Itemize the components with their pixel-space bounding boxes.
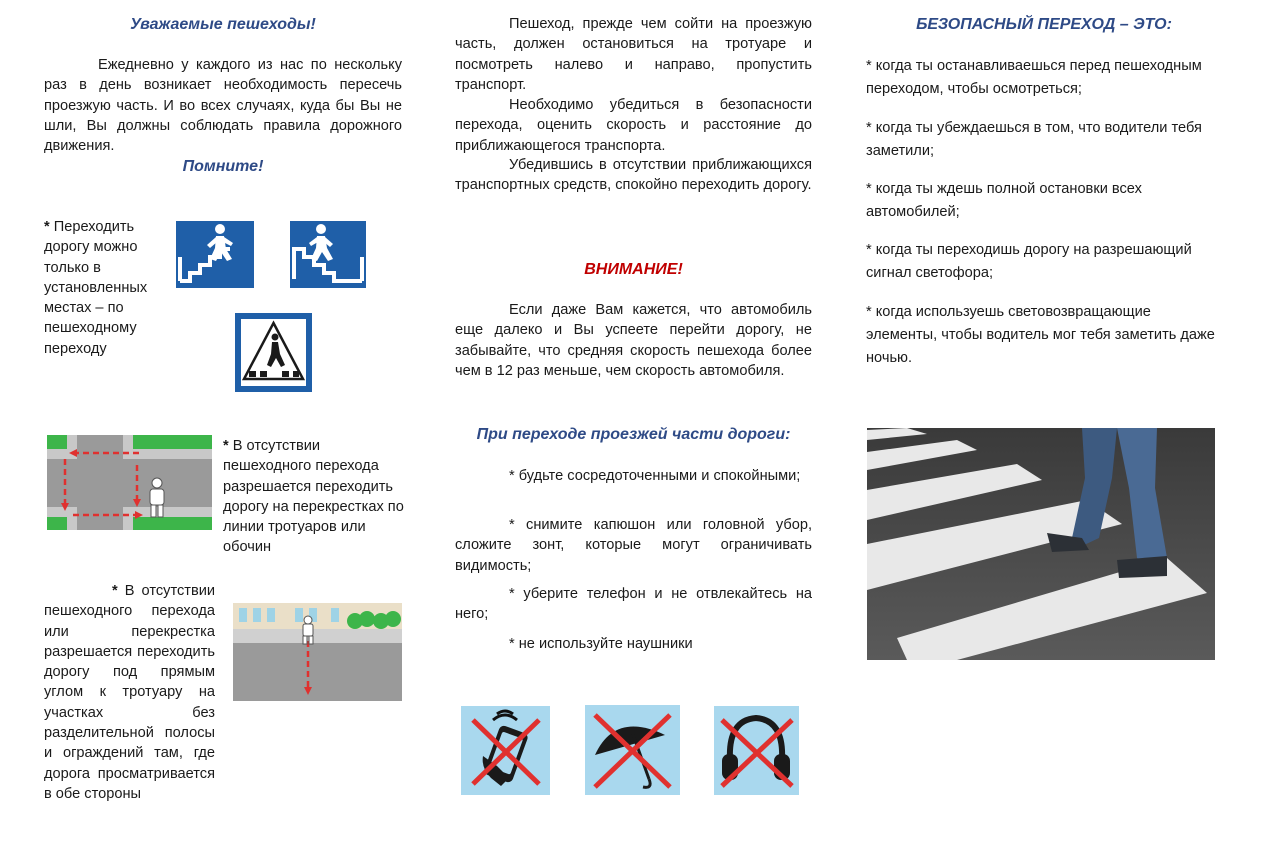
page-title: Уважаемые пешеходы!: [130, 16, 316, 33]
attention-heading: ВНИМАНИЕ!: [584, 261, 683, 278]
intersection-crossing-illustration: [47, 435, 212, 535]
crosswalk-photo: [867, 428, 1215, 665]
rule-right-angle-text: В отсутствии пешеходного перехода или перекрестка разрешается переходить дорогу под прямым углом к тротуару на участках без разделительной полосы и ограждений там, где дорога просматривается в обе стороны: [44, 583, 215, 802]
safe-crossing-heading: БЕЗОПАСНЫЙ ПЕРЕХОД – ЭТО:: [916, 16, 1172, 33]
safe-crossing-item: * когда ты убеждаешься в том, что водители тебя заметили;: [866, 120, 1202, 159]
safe-crossing-item: * когда используешь световозвращающие элементы, чтобы водитель мог тебя заметить даже ночью.: [866, 304, 1215, 366]
no-phone-icon: [461, 706, 550, 800]
safe-crossing-item: * когда ты останавливаешься перед пешеходным переходом, чтобы осмотреться;: [866, 58, 1202, 97]
tip-item: * будьте сосредоточенными и спокойными;: [509, 468, 801, 484]
rule-crosswalk-text: Переходить дорогу можно только в установленных местах – по пешеходному переходу: [44, 219, 148, 357]
underpass-up-sign-icon: [176, 221, 254, 288]
tip-item: * не используйте наушники: [509, 636, 693, 652]
no-umbrella-icon: [585, 705, 680, 800]
tip-item: * снимите капюшон или головной убор, сложите зонт, которые могут ограничивать видимость;: [455, 517, 812, 574]
no-headphones-icon: [714, 706, 799, 800]
rule-right-angle: [44, 581, 215, 804]
bullet-star: *: [112, 583, 118, 599]
pedestrian-crossing-sign-icon: [235, 313, 312, 392]
remember-heading: Помните!: [182, 158, 264, 175]
assess-paragraph: Необходимо убедиться в безопасности перехода, оценить скорость и расстояние до приближающегося транспорта.: [455, 97, 812, 154]
rule-crosswalk: [44, 217, 156, 359]
intro-paragraph: Ежедневно у каждого из нас по нескольку раз в день возникает необходимость пересечь проезжую часть. И во всех случаях, куда бы Вы не шли, Вы должны соблюдать правила дорожного движения.: [44, 57, 402, 155]
tip-item: * уберите телефон и не отвлекайтесь на него;: [455, 586, 812, 623]
bullet-star: *: [223, 438, 229, 454]
cross-calmly-paragraph: Убедившись в отсутствии приближающихся транспортных средств, спокойно переходить дорогу.: [455, 157, 812, 194]
stop-look-paragraph: Пешеход, прежде чем сойти на проезжую часть, должен остановиться на тротуаре и посмотреть налево и направо, пропустить транспорт.: [455, 16, 812, 93]
crossing-rules-heading: При переходе проезжей части дороги:: [476, 426, 791, 443]
safe-crossing-item: * когда ты переходишь дорогу на разрешающий сигнал светофора;: [866, 242, 1192, 281]
safe-crossing-item: * когда ты ждешь полной остановки всех автомобилей;: [866, 181, 1142, 220]
speed-warning-paragraph: Если даже Вам кажется, что автомобиль еще далеко и Вы успеете перейти дорогу, не забывайте, что средняя скорость пешехода более чем в 12 раз меньше, чем скорость автомобиля.: [455, 302, 812, 379]
rule-intersection-text: В отсутствии пешеходного перехода разрешается переходить дорогу на перекрестках по линии тротуаров или обочин: [223, 438, 404, 556]
rule-intersection: [223, 436, 405, 558]
bullet-star: *: [44, 219, 50, 235]
underpass-down-sign-icon: [290, 221, 366, 288]
straight-crossing-illustration: [233, 603, 402, 706]
